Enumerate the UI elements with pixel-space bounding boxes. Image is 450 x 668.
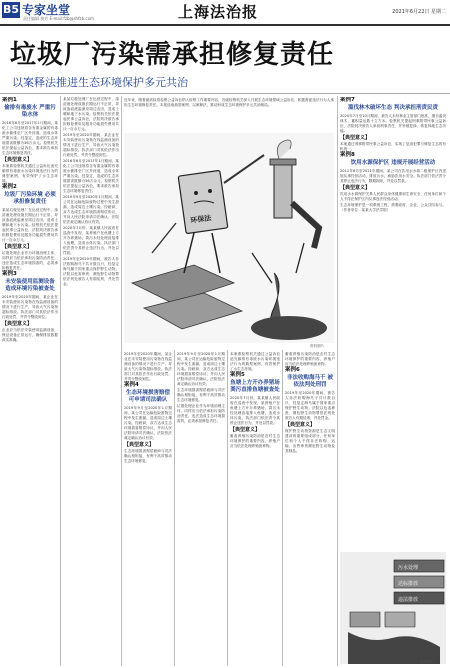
review-body: 本案通过刑事附带民事公益诉讼，实现了惩治犯罪与修复生态的有机统一。 — [340, 142, 446, 151]
cartoon-graphic — [124, 133, 334, 343]
case-title: 饮用水源保护区 违规开展经营活动 — [350, 160, 436, 166]
case-body-continued: 2016年6月至2017年1月期间，某化工公司违规将含有重金属的有毒废水偷排至厂区外河道，造成水体严重污染。经鉴定，造成的生态环境损害数额为36万余元。检察机关依法提起公益诉讼，要求被告承担生态环境修复责任。 — [63, 159, 119, 193]
column-divider — [282, 350, 283, 666]
case-label: 案例1 — [2, 97, 17, 103]
review-body: 畜禽养殖污染防治是农村生态环境保护的重要内容，养殖户应当依法处理养殖废弃物。 — [230, 434, 280, 448]
column-divider — [174, 350, 175, 666]
review-body: 本案系检察机关通过公益诉讼追究偷排有毒废水污染环境违法行为的典型案例，有效保护了水生态环境。 — [2, 164, 58, 183]
review-body: 保护野生动物资源是生态文明建设的重要组成部分，任何单位和个人不得非法收购、运输、出售珍贵濒危野生动物及其制品。 — [285, 429, 335, 453]
illustration-credit: 资料图片 — [420, 660, 435, 664]
column-right — [340, 97, 446, 549]
article-intro: 近年来，随着最高检将检察公益诉讼纳入检察工作重要内容，各级检察机关深入开展生态环境领域公益诉讼，积极督促违法行为人承担生态环境修复责任。本报选取典型案例，以案释法，推动形成生态环境保护多元共治格局。 — [124, 98, 334, 108]
review-label: 【典型意义】 — [2, 321, 33, 327]
case-title: 偷排有毒废水 严重污染水体 — [4, 105, 56, 118]
case-title: 生态环境损害赔偿 可申请司法确认 — [125, 390, 170, 403]
column-divider — [337, 96, 338, 666]
case-body: 垃圾处理企业作为环境治理主体，同样应当依法承担污染防治责任，违法造成生态环境损害的，必须承担修复责任。 — [177, 404, 225, 423]
page-header — [0, 0, 450, 26]
illustration-credit: 资料图片 — [310, 344, 325, 348]
case-title: 鱼塘上方开办养猪场 粪污直排鱼塘被查处 — [230, 380, 280, 393]
headline: 垃圾厂污染需承担修复责任 — [10, 40, 335, 70]
case-title: 滥伐林木破坏生态 判决承担刑责民责 — [348, 105, 438, 111]
column-divider — [60, 96, 61, 666]
case-label: 案例6 — [285, 367, 300, 373]
case-body-continued: 2020年7月份，某某镇人民政府在巡查中发现，某养殖户在鱼塘上方开办养猪场，粪污未经处理直接排入鱼塘，造成水体污染。执法部门依法责令其停止违法行为，并处以罚款。 — [63, 226, 119, 255]
case-body: 2019年9月至2020年1月期间，某公司在运输危险废物过程中发生泄漏，造成周边土壤污染。经磋商，双方达成生态环境损害赔偿协议，并向人民法院申请司法确认，法院依法裁定确认协议有效。 — [177, 352, 225, 386]
review-label: 【典型意义】 — [340, 135, 371, 141]
case-label: 案例5 — [230, 372, 245, 378]
review-label: 【典型意义】 — [230, 427, 261, 433]
pipe-label: 达标排放 — [398, 581, 419, 587]
case-body: 2020年7月至10月期间，被告人未经林业主管部门批准，擅自滥伐林木，蓄积量达数十立方米。检察机关提起刑事附带民事公益诉讼，法院判决被告人承担刑事责任，并补植复绿、恢复林地生态功能。 — [340, 114, 446, 133]
review-body: 生态环境损害赔偿磋商与司法确认相衔接，有利于高效推动生态环境修复。 — [124, 449, 172, 463]
pipe-label: 违法排放 — [398, 597, 419, 603]
pipe-label: 污水处理 — [398, 565, 419, 571]
case-body-continued: 某某垃圾处理厂在运营过程中，渗滤液处理设施长期运行不正常，导致渗滤液溢流至周边农田，造成土壤和地下水污染。检察机关依法提起民事公益诉讼，法院判决被告承担修复费用及服务功能损失费用共计一百余万元。 — [63, 97, 119, 131]
column-divider — [121, 96, 122, 666]
column-divider — [227, 350, 228, 666]
review-body: 企业应当依法安装使用监测设备，保证设备正常运行，确保排放数据真实准确。 — [2, 328, 58, 342]
case-body: 2016年6月至2017年1月期间，某化工公司违规将含有重金属的有毒废水偷排至厂区外河道，造成水体严重污染。经鉴定，造成的生态环境损害数额为36万余元。检察机关依法提起公益诉讼，要求被告承担生态环境修复责任。 — [2, 121, 58, 155]
closing-paragraph: 生态环境保护是一项系统工程，需要政府、企业、公众共同参与。（作者单位：某某大学法学院） — [340, 203, 446, 212]
case-body: 2019年至2020年期间，某企业在未安装使用污染物在线监测设备的情况下进行生产，导致大气污染物超标排放。执法部门对其依法作出行政处罚，并责令整改到位。 — [2, 295, 58, 319]
case-body-continued: 2019年9月至2020年1月期间，某公司在运输危险废物过程中发生泄漏，造成周边土壤污染。经磋商，双方达成生态环境损害赔偿协议，并向人民法院申请司法确认，法院依法裁定确认协议有效。 — [63, 195, 119, 224]
case-body: 2019年至2020年期间，被告人非法收购海马干共计数百只，经鉴定海马属于国家重点保护野生动物。法院以危害珍贵、濒危野生动物罪依法判处被告人有期徒刑，并处罚金。 — [285, 391, 335, 420]
column-mid-d — [285, 352, 335, 664]
column-mid-b — [177, 352, 225, 664]
case-body-continued: 2019年至2020年期间，被告人非法收购海马干共计数百只，经鉴定海马属于国家重点保护野生动物。法院以危害珍贵、濒危野生动物罪依法判处被告人有期徒刑，并处罚金。 — [63, 257, 119, 286]
case-body: 某某垃圾处理厂在运营过程中，渗滤液处理设施长期运行不正常，导致渗滤液溢流至周边农田，造成土壤和地下水污染。检察机关依法提起民事公益诉讼，法院判决被告承担修复费用及服务功能损失费用共计一百余万元。 — [2, 208, 58, 242]
review-label: 【典型意义】 — [2, 244, 33, 250]
case-body: 畜禽养殖污染防治是农村生态环境保护的重要内容，养殖户应当依法处理养殖废弃物。 — [285, 352, 335, 366]
cartoon-illustration — [124, 133, 334, 343]
case-body: 2020年7月份，某某镇人民政府在巡查中发现，某养殖户在鱼塘上方开办养猪场，粪污未经处理直接排入鱼塘，造成水体污染。执法部门依法责令其停止违法行为，并处以罚款。 — [230, 396, 280, 425]
case-label: 案例7 — [340, 97, 355, 103]
review-body: 生态环境损害赔偿磋商与司法确认相衔接，有利于高效推动生态环境修复。 — [177, 388, 225, 402]
column-mid-a — [124, 352, 172, 664]
case-title: 垃圾厂污染环境 必须承担修复责任 — [4, 192, 56, 205]
case-title: 未安装使用监测设备 造成环境污染被查处 — [5, 279, 55, 292]
column-mid-c — [230, 352, 280, 664]
section-editor: 责任编辑 龚芳 E-mail:fzb@shfzb.com — [23, 16, 94, 21]
case-body: 本案系检察机关通过公益诉讼追究偷排有毒废水污染环境违法行为的典型案例，有效保护了水生态环境。 — [230, 352, 280, 371]
newspaper-masthead: 上海法治报 — [178, 3, 259, 21]
review-label: 【典型意义】 — [2, 157, 33, 163]
review-label: 【典型意义】 — [285, 422, 316, 428]
book-label: 环保法 — [189, 214, 212, 225]
column-second — [63, 97, 119, 665]
issue-date: 2021年6月22日 星期二 — [392, 9, 446, 15]
case-label: 案例2 — [2, 184, 17, 190]
subheadline: 以案释法推进生态环境保护多元共治 — [12, 76, 188, 89]
review-body: 饮用水水源保护关系人民群众身体健康和生命安全，任何单位和个人不得在保护区内从事违法经营活动。 — [340, 192, 446, 201]
case-label: 案例4 — [124, 382, 139, 388]
pipes-graphic — [340, 552, 446, 664]
review-body: 垃圾处理企业作为环境治理主体，同样应当依法承担污染防治责任，违法造成生态环境损害的，必须承担修复责任。 — [2, 251, 58, 270]
case-title: 非法收购海马干 被依法判处刑罚 — [287, 375, 333, 388]
case-body: 2011年6月至2021年期间，某公司在饮用水水源二级保护区内违规从事经营活动，排放污水，威胁饮用水安全。执法部门依法责令其停止违法行为，限期拆除，并处以罚款。 — [340, 169, 446, 183]
case-body: 2019年9月至2020年1月期间，某公司在运输危险废物过程中发生泄漏，造成周边土壤污染。经磋商，双方达成生态环境损害赔偿协议，并向人民法院申请司法确认，法院依法裁定确认协议有效。 — [124, 406, 172, 440]
pipes-illustration — [340, 552, 446, 664]
review-label: 【典型意义】 — [124, 442, 155, 448]
review-label: 【典型意义】 — [340, 185, 371, 191]
case-body-continued: 2019年至2020年期间，某企业在未安装使用污染物在线监测设备的情况下进行生产，导致大气污染物超标排放。执法部门对其依法作出行政处罚，并责令整改到位。 — [63, 133, 119, 157]
case-body: 2019年至2020年期间，某企业在未安装使用污染物在线监测设备的情况下进行生产，导致大气污染物超标排放。执法部门对其依法作出行政处罚，并责令整改到位。 — [124, 352, 172, 381]
section-title: 专家坐堂 — [22, 3, 71, 17]
case-label: 案例3 — [2, 271, 17, 277]
page-badge: B5 — [2, 3, 20, 16]
case-label: 案例8 — [340, 152, 355, 158]
title-divider — [0, 93, 450, 94]
column-left — [2, 97, 58, 665]
